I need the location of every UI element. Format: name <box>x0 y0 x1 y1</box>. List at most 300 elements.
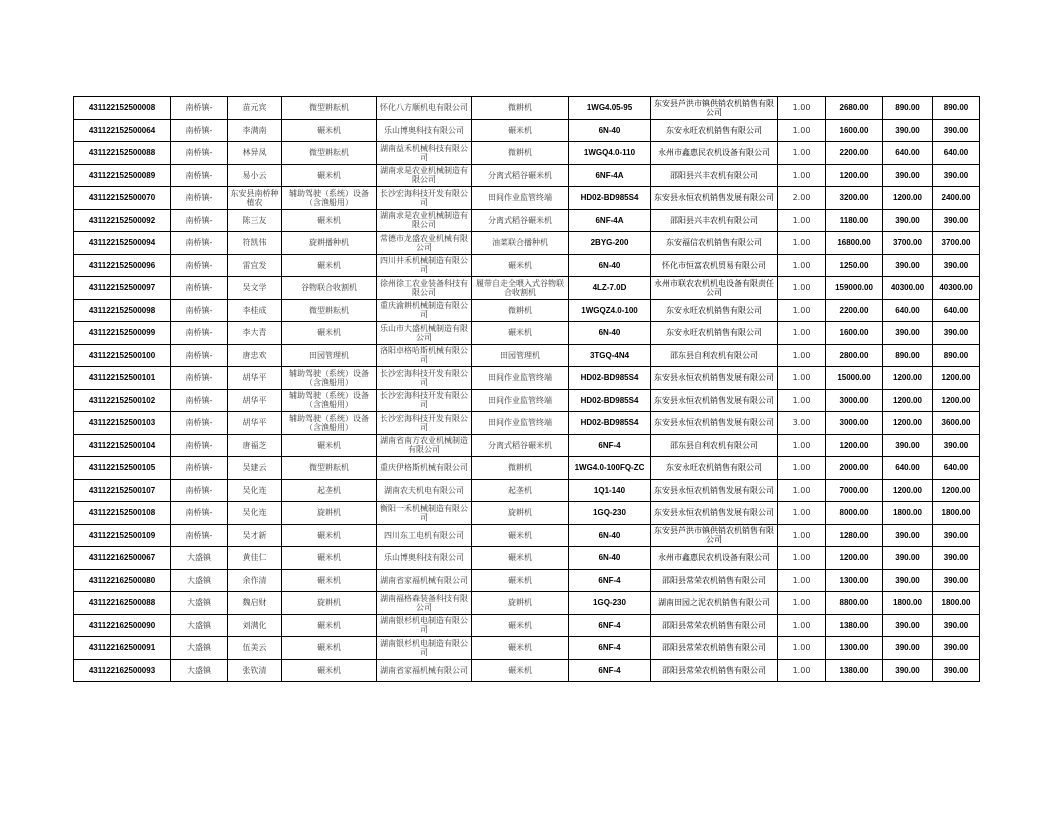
record-id-cell: 431122162500090 <box>74 614 171 637</box>
dealer-cell: 东安县永恒农机销售发展有限公司 <box>651 389 778 412</box>
model-cell: HD02-BD985S4 <box>569 412 651 435</box>
machine-category-cell: 旋耕播种机 <box>282 232 377 255</box>
product-name-cell: 田间作业监管终端 <box>472 412 569 435</box>
dealer-cell: 东安县永恒农机销售发展有限公司 <box>651 412 778 435</box>
unit-price-cell: 2200.00 <box>826 299 883 322</box>
table-row <box>74 344 980 367</box>
quantity-cell: 3.00 <box>778 412 826 435</box>
township-cell: 南桥镇- <box>171 232 228 255</box>
applicant-name-cell: 吴文学 <box>228 277 282 300</box>
quantity-cell: 1.00 <box>778 344 826 367</box>
unit-subsidy-cell: 640.00 <box>883 299 933 322</box>
machine-category-cell: 微型耕耘机 <box>282 299 377 322</box>
manufacturer-cell: 衡阳一禾机械制造有限公司 <box>377 502 472 525</box>
table-row <box>74 254 980 277</box>
record-id-cell: 431122152500094 <box>74 232 171 255</box>
product-name-cell: 碾米机 <box>472 524 569 547</box>
machine-category-cell: 碾米机 <box>282 209 377 232</box>
model-cell: 6NF-4 <box>569 569 651 592</box>
table-row <box>74 209 980 232</box>
total-subsidy-cell: 40300.00 <box>933 277 980 300</box>
quantity-cell: 1.00 <box>778 434 826 457</box>
manufacturer-cell: 湖南求是农业机械制造有限公司 <box>377 209 472 232</box>
township-cell: 南桥镇- <box>171 142 228 165</box>
model-cell: 6NF-4 <box>569 614 651 637</box>
manufacturer-cell: 重庆伊格斯机械有限公司 <box>377 457 472 480</box>
table-row <box>74 389 980 412</box>
table-row <box>74 164 980 187</box>
model-cell: 6N-40 <box>569 119 651 142</box>
table-row <box>74 367 980 390</box>
township-cell: 大盛镇 <box>171 614 228 637</box>
model-cell: 6NF-4 <box>569 659 651 682</box>
township-cell: 南桥镇- <box>171 344 228 367</box>
quantity-cell: 1.00 <box>778 322 826 345</box>
township-cell: 南桥镇- <box>171 367 228 390</box>
unit-price-cell: 3200.00 <box>826 187 883 210</box>
unit-subsidy-cell: 1800.00 <box>883 592 933 615</box>
applicant-name-cell: 吴化连 <box>228 479 282 502</box>
table-row <box>74 119 980 142</box>
unit-subsidy-cell: 390.00 <box>883 637 933 660</box>
record-id-cell: 431122152500096 <box>74 254 171 277</box>
dealer-cell: 东安福信农机销售有限公司 <box>651 232 778 255</box>
dealer-cell: 邵东县自利农机有限公司 <box>651 344 778 367</box>
total-subsidy-cell: 1200.00 <box>933 479 980 502</box>
unit-price-cell: 2800.00 <box>826 344 883 367</box>
model-cell: 6N-40 <box>569 254 651 277</box>
product-name-cell: 履带自走全喂入式谷物联合收割机 <box>472 277 569 300</box>
record-id-cell: 431122162500067 <box>74 547 171 570</box>
record-id-cell: 431122152500107 <box>74 479 171 502</box>
machine-category-cell: 辅助驾驶（系统）设备（含渔船用） <box>282 367 377 390</box>
manufacturer-cell: 湖南银杉机电制造有限公司 <box>377 637 472 660</box>
product-name-cell: 田间作业监管终端 <box>472 187 569 210</box>
table-row <box>74 592 980 615</box>
quantity-cell: 1.00 <box>778 209 826 232</box>
total-subsidy-cell: 2400.00 <box>933 187 980 210</box>
quantity-cell: 1.00 <box>778 637 826 660</box>
product-name-cell: 田间作业监管终端 <box>472 367 569 390</box>
manufacturer-cell: 长沙宏海科技开发有限公司 <box>377 412 472 435</box>
quantity-cell: 1.00 <box>778 592 826 615</box>
record-id-cell: 431122152500105 <box>74 457 171 480</box>
product-name-cell: 油菜联合播种机 <box>472 232 569 255</box>
dealer-cell: 永州市联农农机机电设备有限责任公司 <box>651 277 778 300</box>
township-cell: 大盛镇 <box>171 659 228 682</box>
dealer-cell: 东安永旺农机销售有限公司 <box>651 299 778 322</box>
manufacturer-cell: 长沙宏海科技开发有限公司 <box>377 187 472 210</box>
unit-subsidy-cell: 390.00 <box>883 119 933 142</box>
table-row <box>74 659 980 682</box>
machine-category-cell: 辅助驾驶（系统）设备（含渔船用） <box>282 412 377 435</box>
machine-category-cell: 碾米机 <box>282 547 377 570</box>
unit-subsidy-cell: 640.00 <box>883 457 933 480</box>
table-row <box>74 142 980 165</box>
applicant-name-cell: 胡华平 <box>228 389 282 412</box>
township-cell: 大盛镇 <box>171 637 228 660</box>
quantity-cell: 1.00 <box>778 119 826 142</box>
township-cell: 南桥镇- <box>171 457 228 480</box>
model-cell: 1GQ-230 <box>569 592 651 615</box>
record-id-cell: 431122152500102 <box>74 389 171 412</box>
table-body <box>74 97 980 682</box>
township-cell: 南桥镇- <box>171 187 228 210</box>
record-id-cell: 431122152500103 <box>74 412 171 435</box>
dealer-cell: 邵阳县兴丰农机有限公司 <box>651 164 778 187</box>
unit-price-cell: 1380.00 <box>826 659 883 682</box>
applicant-name-cell: 胡华平 <box>228 367 282 390</box>
table-row <box>74 277 980 300</box>
table-row <box>74 547 980 570</box>
machine-category-cell: 碾米机 <box>282 119 377 142</box>
manufacturer-cell: 湖南农夫机电有限公司 <box>377 479 472 502</box>
subsidy-table <box>73 96 980 682</box>
record-id-cell: 431122162500088 <box>74 592 171 615</box>
product-name-cell: 分离式稻谷碾米机 <box>472 164 569 187</box>
unit-price-cell: 1250.00 <box>826 254 883 277</box>
quantity-cell: 1.00 <box>778 299 826 322</box>
table-row <box>74 322 980 345</box>
product-name-cell: 微耕机 <box>472 457 569 480</box>
model-cell: 6NF-4A <box>569 164 651 187</box>
machine-category-cell: 旋耕机 <box>282 592 377 615</box>
applicant-name-cell: 刘满化 <box>228 614 282 637</box>
product-name-cell: 田间作业监管终端 <box>472 389 569 412</box>
dealer-cell: 邵东县自利农机有限公司 <box>651 434 778 457</box>
manufacturer-cell: 四川东工电机有限公司 <box>377 524 472 547</box>
machine-category-cell: 起垄机 <box>282 479 377 502</box>
total-subsidy-cell: 890.00 <box>933 97 980 120</box>
manufacturer-cell: 湖南省南方农业机械制造有限公司 <box>377 434 472 457</box>
table-row <box>74 614 980 637</box>
record-id-cell: 431122152500109 <box>74 524 171 547</box>
dealer-cell: 怀化市恒富农机贸易有限公司 <box>651 254 778 277</box>
dealer-cell: 东安县芦洪市镇供销农机销售有限公司 <box>651 524 778 547</box>
manufacturer-cell: 湖南求是农业机械制造有限公司 <box>377 164 472 187</box>
machine-category-cell: 碾米机 <box>282 322 377 345</box>
applicant-name-cell: 胡华平 <box>228 412 282 435</box>
record-id-cell: 431122152500064 <box>74 119 171 142</box>
total-subsidy-cell: 640.00 <box>933 457 980 480</box>
township-cell: 南桥镇- <box>171 119 228 142</box>
record-id-cell: 431122162500080 <box>74 569 171 592</box>
record-id-cell: 431122152500101 <box>74 367 171 390</box>
dealer-cell: 邵阳县常荣农机销售有限公司 <box>651 659 778 682</box>
manufacturer-cell: 乐山博奥科技有限公司 <box>377 119 472 142</box>
model-cell: 4LZ-7.0D <box>569 277 651 300</box>
record-id-cell: 431122152500098 <box>74 299 171 322</box>
unit-price-cell: 1200.00 <box>826 164 883 187</box>
total-subsidy-cell: 890.00 <box>933 344 980 367</box>
table-row <box>74 524 980 547</box>
product-name-cell: 碾米机 <box>472 547 569 570</box>
model-cell: 6NF-4 <box>569 637 651 660</box>
product-name-cell: 分离式稻谷碾米机 <box>472 209 569 232</box>
dealer-cell: 邵阳县常荣农机销售有限公司 <box>651 569 778 592</box>
dealer-cell: 东安永旺农机销售有限公司 <box>651 322 778 345</box>
total-subsidy-cell: 390.00 <box>933 637 980 660</box>
machine-category-cell: 旋耕机 <box>282 502 377 525</box>
applicant-name-cell: 余作清 <box>228 569 282 592</box>
applicant-name-cell: 李大青 <box>228 322 282 345</box>
dealer-cell: 东安县芦洪市镇供销农机销售有限公司 <box>651 97 778 120</box>
machine-category-cell: 碾米机 <box>282 524 377 547</box>
unit-price-cell: 1200.00 <box>826 434 883 457</box>
unit-price-cell: 1600.00 <box>826 119 883 142</box>
machine-category-cell: 谷物联合收割机 <box>282 277 377 300</box>
dealer-cell: 永州市鑫惠民农机设备有限公司 <box>651 547 778 570</box>
dealer-cell: 东安县永恒农机销售发展有限公司 <box>651 367 778 390</box>
product-name-cell: 田园管理机 <box>472 344 569 367</box>
dealer-cell: 东安县永恒农机销售发展有限公司 <box>651 479 778 502</box>
township-cell: 南桥镇- <box>171 209 228 232</box>
dealer-cell: 邵阳县常荣农机销售有限公司 <box>651 637 778 660</box>
total-subsidy-cell: 390.00 <box>933 614 980 637</box>
machine-category-cell: 碾米机 <box>282 254 377 277</box>
applicant-name-cell: 林异凤 <box>228 142 282 165</box>
total-subsidy-cell: 390.00 <box>933 659 980 682</box>
table-row <box>74 412 980 435</box>
unit-price-cell: 1180.00 <box>826 209 883 232</box>
model-cell: 1WG4.0-100FQ-ZC <box>569 457 651 480</box>
unit-subsidy-cell: 1800.00 <box>883 502 933 525</box>
quantity-cell: 1.00 <box>778 524 826 547</box>
quantity-cell: 1.00 <box>778 164 826 187</box>
record-id-cell: 431122152500089 <box>74 164 171 187</box>
unit-price-cell: 159000.00 <box>826 277 883 300</box>
quantity-cell: 1.00 <box>778 569 826 592</box>
township-cell: 南桥镇- <box>171 434 228 457</box>
manufacturer-cell: 重庆渝耕机械制造有限公司 <box>377 299 472 322</box>
product-name-cell: 碾米机 <box>472 119 569 142</box>
model-cell: HD02-BD985S4 <box>569 187 651 210</box>
product-name-cell: 旋耕机 <box>472 502 569 525</box>
manufacturer-cell: 湖南银杉机电制造有限公司 <box>377 614 472 637</box>
quantity-cell: 1.00 <box>778 254 826 277</box>
table-row <box>74 637 980 660</box>
machine-category-cell: 碾米机 <box>282 569 377 592</box>
quantity-cell: 1.00 <box>778 457 826 480</box>
township-cell: 大盛镇 <box>171 592 228 615</box>
record-id-cell: 431122152500108 <box>74 502 171 525</box>
manufacturer-cell: 怀化八方顺机电有限公司 <box>377 97 472 120</box>
applicant-name-cell: 吴建云 <box>228 457 282 480</box>
township-cell: 南桥镇- <box>171 97 228 120</box>
manufacturer-cell: 长沙宏海科技开发有限公司 <box>377 367 472 390</box>
applicant-name-cell: 魏启财 <box>228 592 282 615</box>
machine-category-cell: 微型耕耘机 <box>282 97 377 120</box>
machine-category-cell: 辅助驾驶（系统）设备（含渔船用） <box>282 187 377 210</box>
record-id-cell: 431122152500008 <box>74 97 171 120</box>
machine-category-cell: 碾米机 <box>282 659 377 682</box>
manufacturer-cell: 乐山博奥科技有限公司 <box>377 547 472 570</box>
quantity-cell: 1.00 <box>778 142 826 165</box>
township-cell: 南桥镇- <box>171 299 228 322</box>
total-subsidy-cell: 1200.00 <box>933 367 980 390</box>
total-subsidy-cell: 390.00 <box>933 209 980 232</box>
unit-price-cell: 3000.00 <box>826 389 883 412</box>
quantity-cell: 1.00 <box>778 277 826 300</box>
township-cell: 南桥镇- <box>171 389 228 412</box>
quantity-cell: 1.00 <box>778 367 826 390</box>
quantity-cell: 1.00 <box>778 614 826 637</box>
product-name-cell: 微耕机 <box>472 142 569 165</box>
unit-subsidy-cell: 1200.00 <box>883 367 933 390</box>
table-row <box>74 299 980 322</box>
machine-category-cell: 碾米机 <box>282 614 377 637</box>
manufacturer-cell: 徐州徐工农业装备科技有限公司 <box>377 277 472 300</box>
product-name-cell: 碾米机 <box>472 659 569 682</box>
model-cell: 3TGQ-4N4 <box>569 344 651 367</box>
product-name-cell: 微耕机 <box>472 97 569 120</box>
model-cell: 6N-40 <box>569 524 651 547</box>
quantity-cell: 1.00 <box>778 479 826 502</box>
model-cell: 1WG4.05-95 <box>569 97 651 120</box>
unit-subsidy-cell: 390.00 <box>883 434 933 457</box>
model-cell: 1GQ-230 <box>569 502 651 525</box>
unit-subsidy-cell: 1200.00 <box>883 412 933 435</box>
unit-price-cell: 16800.00 <box>826 232 883 255</box>
unit-subsidy-cell: 390.00 <box>883 569 933 592</box>
model-cell: 6N-40 <box>569 322 651 345</box>
product-name-cell: 碾米机 <box>472 322 569 345</box>
unit-price-cell: 2680.00 <box>826 97 883 120</box>
machine-category-cell: 微型耕耘机 <box>282 142 377 165</box>
unit-price-cell: 3000.00 <box>826 412 883 435</box>
table-row <box>74 479 980 502</box>
applicant-name-cell: 唐忠欢 <box>228 344 282 367</box>
township-cell: 大盛镇 <box>171 547 228 570</box>
applicant-name-cell: 陈三友 <box>228 209 282 232</box>
record-id-cell: 431122152500104 <box>74 434 171 457</box>
unit-price-cell: 1300.00 <box>826 637 883 660</box>
manufacturer-cell: 洛阳卓格哈斯机械有限公司 <box>377 344 472 367</box>
manufacturer-cell: 湖南省家福机械有限公司 <box>377 569 472 592</box>
unit-subsidy-cell: 1200.00 <box>883 389 933 412</box>
product-name-cell: 碾米机 <box>472 614 569 637</box>
township-cell: 南桥镇- <box>171 524 228 547</box>
unit-subsidy-cell: 390.00 <box>883 659 933 682</box>
unit-subsidy-cell: 890.00 <box>883 97 933 120</box>
manufacturer-cell: 湖南省家福机械有限公司 <box>377 659 472 682</box>
unit-price-cell: 1380.00 <box>826 614 883 637</box>
record-id-cell: 431122162500093 <box>74 659 171 682</box>
quantity-cell: 1.00 <box>778 547 826 570</box>
machine-category-cell: 微型耕耘机 <box>282 457 377 480</box>
township-cell: 南桥镇- <box>171 164 228 187</box>
product-name-cell: 碾米机 <box>472 637 569 660</box>
township-cell: 大盛镇 <box>171 569 228 592</box>
applicant-name-cell: 雷宜发 <box>228 254 282 277</box>
unit-subsidy-cell: 390.00 <box>883 209 933 232</box>
unit-subsidy-cell: 390.00 <box>883 614 933 637</box>
unit-subsidy-cell: 390.00 <box>883 547 933 570</box>
model-cell: 1WGQZ4.0-100 <box>569 299 651 322</box>
applicant-name-cell: 张钦清 <box>228 659 282 682</box>
model-cell: 6N-40 <box>569 547 651 570</box>
record-id-cell: 431122152500092 <box>74 209 171 232</box>
record-id-cell: 431122152500099 <box>74 322 171 345</box>
applicant-name-cell: 吴化连 <box>228 502 282 525</box>
machine-category-cell: 田园管理机 <box>282 344 377 367</box>
model-cell: 6NF-4A <box>569 209 651 232</box>
model-cell: 1Q1-140 <box>569 479 651 502</box>
dealer-cell: 邵阳县兴丰农机有限公司 <box>651 209 778 232</box>
total-subsidy-cell: 390.00 <box>933 569 980 592</box>
unit-price-cell: 8000.00 <box>826 502 883 525</box>
model-cell: 6NF-4 <box>569 434 651 457</box>
total-subsidy-cell: 390.00 <box>933 547 980 570</box>
quantity-cell: 1.00 <box>778 232 826 255</box>
total-subsidy-cell: 390.00 <box>933 119 980 142</box>
township-cell: 南桥镇- <box>171 277 228 300</box>
model-cell: HD02-BD985S4 <box>569 389 651 412</box>
township-cell: 南桥镇- <box>171 479 228 502</box>
record-id-cell: 431122152500088 <box>74 142 171 165</box>
product-name-cell: 旋耕机 <box>472 592 569 615</box>
product-name-cell: 起垄机 <box>472 479 569 502</box>
total-subsidy-cell: 640.00 <box>933 299 980 322</box>
unit-price-cell: 2000.00 <box>826 457 883 480</box>
dealer-cell: 湖南田园之泥农机销售有限公司 <box>651 592 778 615</box>
quantity-cell: 1.00 <box>778 97 826 120</box>
table-row <box>74 232 980 255</box>
total-subsidy-cell: 3600.00 <box>933 412 980 435</box>
applicant-name-cell: 符凯伟 <box>228 232 282 255</box>
total-subsidy-cell: 640.00 <box>933 142 980 165</box>
machine-category-cell: 碾米机 <box>282 164 377 187</box>
dealer-cell: 东安永旺农机销售有限公司 <box>651 457 778 480</box>
table-row <box>74 187 980 210</box>
table-row <box>74 569 980 592</box>
township-cell: 南桥镇- <box>171 322 228 345</box>
table-row <box>74 502 980 525</box>
applicant-name-cell: 易小云 <box>228 164 282 187</box>
total-subsidy-cell: 390.00 <box>933 434 980 457</box>
total-subsidy-cell: 1800.00 <box>933 592 980 615</box>
total-subsidy-cell: 390.00 <box>933 524 980 547</box>
township-cell: 南桥镇- <box>171 412 228 435</box>
model-cell: 2BYG-200 <box>569 232 651 255</box>
total-subsidy-cell: 390.00 <box>933 164 980 187</box>
product-name-cell: 微耕机 <box>472 299 569 322</box>
manufacturer-cell: 四川井禾机械制造有限公司 <box>377 254 472 277</box>
unit-price-cell: 7000.00 <box>826 479 883 502</box>
dealer-cell: 东安永旺农机销售有限公司 <box>651 119 778 142</box>
unit-price-cell: 1600.00 <box>826 322 883 345</box>
unit-subsidy-cell: 40300.00 <box>883 277 933 300</box>
unit-price-cell: 1300.00 <box>826 569 883 592</box>
applicant-name-cell: 李桂成 <box>228 299 282 322</box>
applicant-name-cell: 东安县南桥种植农 <box>228 187 282 210</box>
unit-subsidy-cell: 1200.00 <box>883 479 933 502</box>
model-cell: HD02-BD985S4 <box>569 367 651 390</box>
quantity-cell: 1.00 <box>778 389 826 412</box>
dealer-cell: 东安县永恒农机销售发展有限公司 <box>651 187 778 210</box>
applicant-name-cell: 吴才新 <box>228 524 282 547</box>
applicant-name-cell: 李满南 <box>228 119 282 142</box>
unit-subsidy-cell: 390.00 <box>883 254 933 277</box>
total-subsidy-cell: 1200.00 <box>933 389 980 412</box>
total-subsidy-cell: 1800.00 <box>933 502 980 525</box>
township-cell: 南桥镇- <box>171 254 228 277</box>
total-subsidy-cell: 390.00 <box>933 254 980 277</box>
unit-subsidy-cell: 3700.00 <box>883 232 933 255</box>
unit-subsidy-cell: 390.00 <box>883 322 933 345</box>
quantity-cell: 2.00 <box>778 187 826 210</box>
record-id-cell: 431122152500070 <box>74 187 171 210</box>
